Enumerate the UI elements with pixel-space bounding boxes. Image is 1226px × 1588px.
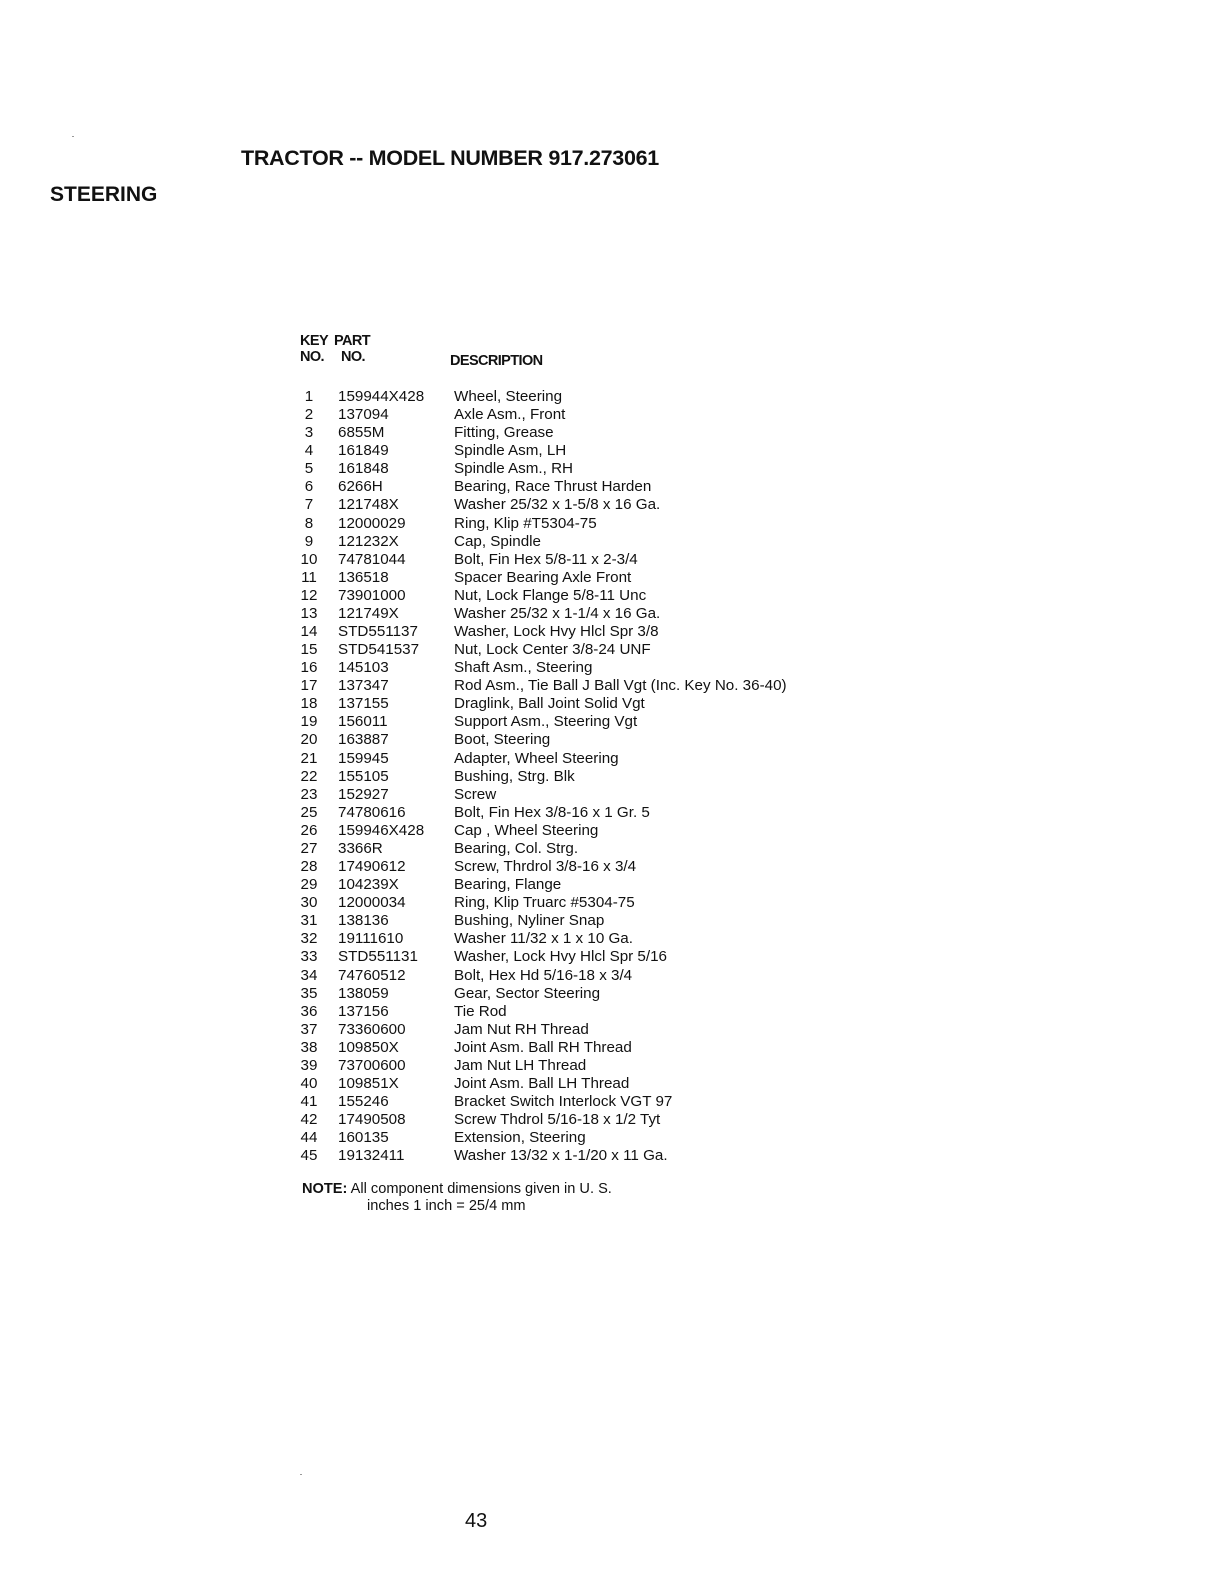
key-number: 2 bbox=[304, 406, 314, 424]
part-number: STD541537 bbox=[338, 641, 420, 659]
part-description: Cap , Wheel Steering bbox=[454, 821, 599, 839]
key-number: 18 bbox=[300, 695, 318, 713]
part-description: Joint Asm. Ball RH Thread bbox=[454, 1038, 632, 1056]
key-number: 1 bbox=[304, 388, 314, 405]
key-number: 16 bbox=[300, 659, 318, 677]
part-number: 19132411 bbox=[338, 1147, 405, 1165]
part-number: 160135 bbox=[338, 1129, 389, 1147]
part-description: Spacer Bearing Axle Front bbox=[454, 568, 632, 586]
part-number: 136518 bbox=[338, 568, 389, 586]
part-description: Screw bbox=[454, 785, 497, 803]
part-description: Nut, Lock Center 3/8-24 UNF bbox=[454, 641, 651, 659]
key-number: 41 bbox=[300, 1093, 318, 1111]
key-number: 11 bbox=[301, 568, 317, 586]
key-number: 4 bbox=[304, 442, 314, 460]
key-number: 42 bbox=[300, 1111, 318, 1129]
key-number: 29 bbox=[300, 876, 318, 894]
part-description: Bolt, Fin Hex 5/8-11 x 2-3/4 bbox=[454, 550, 638, 568]
part-description: Tie Rod bbox=[454, 1002, 507, 1020]
part-number: STD551131 bbox=[338, 948, 418, 966]
part-number: 137155 bbox=[338, 695, 389, 713]
part-number: 163887 bbox=[338, 731, 389, 749]
key-number: 34 bbox=[300, 966, 318, 984]
part-description: Washer, Lock Hvy Hlcl Spr 5/16 bbox=[454, 948, 667, 966]
key-number: 20 bbox=[300, 731, 318, 749]
key-number: 12 bbox=[300, 586, 318, 604]
part-number: 138059 bbox=[338, 984, 389, 1002]
key-number: 22 bbox=[300, 767, 318, 785]
key-number: 33 bbox=[300, 948, 318, 966]
part-number: 145103 bbox=[338, 659, 389, 677]
part-description: Spindle Asm., RH bbox=[454, 460, 574, 478]
part-number: 73360600 bbox=[338, 1020, 406, 1038]
note-label: NOTE: bbox=[302, 1181, 348, 1197]
key-number: 28 bbox=[300, 858, 318, 876]
part-description: Bearing, Race Thrust Harden bbox=[454, 478, 652, 496]
part-number: STD551137 bbox=[338, 623, 418, 641]
part-description: Draglink, Ball Joint Solid Vgt bbox=[454, 695, 645, 713]
part-description: Washer 25/32 x 1-1/4 x 16 Ga. bbox=[454, 604, 661, 622]
key-number: 7 bbox=[304, 496, 314, 514]
part-number: 159944X428 bbox=[338, 388, 425, 405]
part-description: Screw, Thrdrol 3/8-16 x 3/4 bbox=[454, 858, 637, 876]
section-heading: STEERING bbox=[50, 183, 158, 206]
part-number: 159946X428 bbox=[338, 821, 425, 839]
key-number: 44 bbox=[300, 1129, 318, 1147]
part-number: 109851X bbox=[338, 1074, 399, 1092]
part-number: 6266H bbox=[338, 478, 383, 496]
key-number: 19 bbox=[300, 713, 318, 731]
header-part-no: NO. bbox=[341, 349, 365, 365]
part-number: 73901000 bbox=[338, 586, 406, 604]
part-number: 12000029 bbox=[338, 514, 406, 532]
key-number: 30 bbox=[300, 894, 318, 912]
scan-speck bbox=[300, 1474, 302, 1475]
part-description: Extension, Steering bbox=[454, 1129, 586, 1147]
key-number: 36 bbox=[300, 1002, 318, 1020]
scan-speck bbox=[72, 136, 74, 137]
part-number: 121749X bbox=[338, 604, 399, 622]
part-description: Jam Nut RH Thread bbox=[454, 1020, 589, 1038]
part-number: 104239X bbox=[338, 876, 399, 894]
part-description: Support Asm., Steering Vgt bbox=[454, 713, 638, 731]
part-description: Bolt, Fin Hex 3/8-16 x 1 Gr. 5 bbox=[454, 803, 650, 821]
part-number: 74760512 bbox=[338, 966, 406, 984]
part-description: Rod Asm., Tie Ball J Ball Vgt (Inc. Key No. 36-40) bbox=[454, 677, 787, 695]
part-number: 74780616 bbox=[338, 803, 406, 821]
part-description: Boot, Steering bbox=[454, 731, 551, 749]
header-key: KEY bbox=[300, 333, 329, 349]
part-number: 137156 bbox=[338, 1002, 389, 1020]
part-number: 137094 bbox=[338, 406, 389, 424]
part-number: 161848 bbox=[338, 460, 389, 478]
part-description: Shaft Asm., Steering bbox=[454, 659, 593, 677]
part-number: 138136 bbox=[338, 912, 389, 930]
part-description: Nut, Lock Flange 5/8-11 Unc bbox=[454, 586, 647, 604]
key-number: 21 bbox=[300, 749, 318, 767]
part-description: Bolt, Hex Hd 5/16-18 x 3/4 bbox=[454, 966, 633, 984]
key-number: 27 bbox=[300, 839, 318, 857]
key-number: 3 bbox=[304, 424, 314, 442]
part-description: Axle Asm., Front bbox=[454, 406, 566, 424]
header-key-no: NO. bbox=[300, 349, 324, 365]
part-description: Bearing, Col. Strg. bbox=[454, 839, 579, 857]
header-part: PART bbox=[334, 333, 370, 349]
part-number: 17490508 bbox=[338, 1111, 406, 1129]
part-description: Spindle Asm, LH bbox=[454, 442, 567, 460]
part-number: 6855M bbox=[338, 424, 385, 442]
note-line-1: All component dimensions given in U. S. bbox=[350, 1181, 612, 1197]
document-title: TRACTOR -- MODEL NUMBER 917.273061 bbox=[241, 146, 659, 170]
part-description: Gear, Sector Steering bbox=[454, 984, 601, 1002]
part-number: 74781044 bbox=[338, 550, 406, 568]
part-description: Joint Asm. Ball LH Thread bbox=[454, 1074, 630, 1092]
part-number: 155105 bbox=[338, 767, 389, 785]
part-description: Bushing, Strg. Blk bbox=[454, 767, 575, 785]
part-description: Jam Nut LH Thread bbox=[454, 1056, 587, 1074]
part-description: Bracket Switch Interlock VGT 97 bbox=[454, 1093, 673, 1111]
key-number: 37 bbox=[300, 1020, 318, 1038]
key-number: 5 bbox=[304, 460, 314, 478]
part-number: 3366R bbox=[338, 839, 383, 857]
part-number: 121232X bbox=[338, 532, 399, 550]
key-number: 17 bbox=[300, 677, 318, 695]
key-number: 15 bbox=[300, 641, 318, 659]
part-number: 17490612 bbox=[338, 858, 406, 876]
part-number: 155246 bbox=[338, 1093, 389, 1111]
part-number: 156011 bbox=[338, 713, 388, 731]
part-description: Washer 11/32 x 1 x 10 Ga. bbox=[454, 930, 633, 948]
key-number: 13 bbox=[300, 604, 318, 622]
key-number: 8 bbox=[304, 514, 314, 532]
key-number: 10 bbox=[300, 550, 318, 568]
key-number: 39 bbox=[300, 1056, 318, 1074]
note bbox=[302, 1181, 612, 1198]
part-description: Fitting, Grease bbox=[454, 424, 554, 442]
key-number: 40 bbox=[300, 1074, 318, 1092]
key-number: 32 bbox=[300, 930, 318, 948]
key-number: 23 bbox=[300, 785, 318, 803]
part-description: Washer 13/32 x 1-1/20 x 11 Ga. bbox=[454, 1147, 668, 1165]
part-number: 161849 bbox=[338, 442, 389, 460]
key-number: 9 bbox=[304, 532, 314, 550]
part-number: 137347 bbox=[338, 677, 389, 695]
part-number: 73700600 bbox=[338, 1056, 406, 1074]
key-number: 6 bbox=[304, 478, 314, 496]
part-description: Ring, Klip Truarc #5304-75 bbox=[454, 894, 635, 912]
key-number: 35 bbox=[300, 984, 318, 1002]
part-number: 12000034 bbox=[338, 894, 406, 912]
part-description: Bearing, Flange bbox=[454, 876, 562, 894]
key-number: 31 bbox=[300, 912, 318, 930]
key-number: 38 bbox=[300, 1038, 318, 1056]
part-number: 19111610 bbox=[338, 930, 404, 948]
part-number: 121748X bbox=[338, 496, 399, 514]
part-description: Adapter, Wheel Steering bbox=[454, 749, 619, 767]
part-description: Cap, Spindle bbox=[454, 532, 541, 550]
part-description: Bushing, Nyliner Snap bbox=[454, 912, 605, 930]
part-number: 109850X bbox=[338, 1038, 399, 1056]
part-description: Washer, Lock Hvy Hlcl Spr 3/8 bbox=[454, 623, 659, 641]
header-description: DESCRIPTION bbox=[450, 353, 543, 369]
part-description: Wheel, Steering bbox=[454, 388, 563, 405]
key-number: 14 bbox=[300, 623, 318, 641]
key-number: 26 bbox=[300, 821, 318, 839]
page-number: 43 bbox=[465, 1510, 488, 1532]
part-description: Washer 25/32 x 1-5/8 x 16 Ga. bbox=[454, 496, 661, 514]
key-number: 45 bbox=[300, 1147, 318, 1165]
part-description: Ring, Klip #T5304-75 bbox=[454, 514, 597, 532]
key-number: 25 bbox=[300, 803, 318, 821]
note-line-2: inches 1 inch = 25/4 mm bbox=[367, 1198, 526, 1214]
part-number: 159945 bbox=[338, 749, 389, 767]
part-number: 152927 bbox=[338, 785, 389, 803]
part-description: Screw Thdrol 5/16-18 x 1/2 Tyt bbox=[454, 1111, 661, 1129]
